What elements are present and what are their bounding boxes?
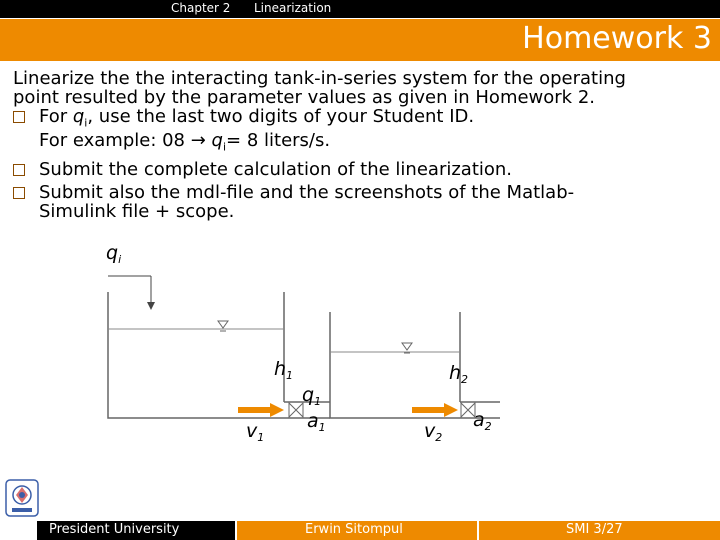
velocity-2-arrowhead-icon xyxy=(444,403,458,417)
inflow-arrow-icon xyxy=(147,302,155,310)
topic-label: Linearization xyxy=(254,1,332,15)
a2-label: $a_2$ xyxy=(473,409,492,433)
valve-2-icon xyxy=(461,403,468,417)
velocity-1-arrowhead-icon xyxy=(270,403,284,417)
q1-label: $q_1$ xyxy=(302,384,322,408)
footer-institution: President University xyxy=(49,522,180,537)
footer-slide-number: SMI 3/27 xyxy=(566,522,623,537)
tank2-level-marker-icon xyxy=(402,343,412,350)
bullet1-example-text: For example: 08 → xyxy=(39,129,212,151)
bullet1-example-subscript: i xyxy=(222,140,227,154)
valve-1-icon xyxy=(289,403,296,417)
tank1-level-marker-icon xyxy=(218,321,228,328)
bullet2-text: Submit the complete calculation of the linearization. xyxy=(39,159,513,181)
chapter-label: Chapter 2 xyxy=(171,1,231,15)
h1-label: $h_1$ xyxy=(274,358,294,382)
bullet1-text-b: , use the last two digits of your Student ID. xyxy=(87,106,475,127)
university-logo xyxy=(4,478,40,518)
bullet1-example-value: = 8 liters/s. xyxy=(226,129,331,151)
bullet3-line-1: Submit also the mdl-file and the screenshots of the Matlab- xyxy=(39,182,575,204)
v2-label: $v_2$ xyxy=(424,420,443,444)
h2-label: $h_2$ xyxy=(449,362,469,386)
qi-label: $q_i$ xyxy=(106,242,122,266)
intro-line-2: point resulted by the parameter values as given in Homework 2. xyxy=(13,87,596,108)
bullet3-line-2: Simulink file + scope. xyxy=(39,201,235,223)
footer-author: Erwin Sitompul xyxy=(305,522,403,537)
a1-label: $a_1$ xyxy=(307,410,326,434)
bullet1-q-symbol: q xyxy=(72,106,85,127)
bullet1-text-a: For xyxy=(39,106,73,127)
intro-line-1: Linearize the the interacting tank-in-series system for the operating xyxy=(13,68,626,89)
bullet1-example-q: q xyxy=(211,129,223,151)
tank1-wall xyxy=(108,292,284,418)
bullet1-q-subscript: i xyxy=(84,116,88,130)
slide-title: Homework 3 xyxy=(522,21,712,56)
v1-label: $v_1$ xyxy=(246,420,265,444)
